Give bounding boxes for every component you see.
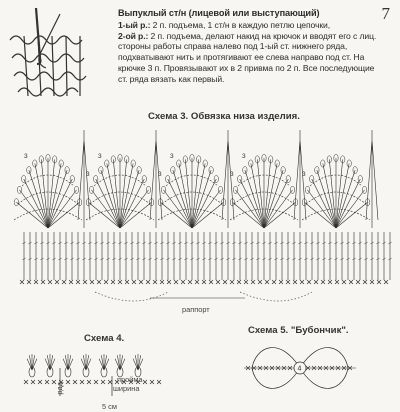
foundation-stitch bbox=[244, 280, 248, 284]
foundation-stitch bbox=[195, 280, 199, 284]
fan-stitch bbox=[323, 163, 336, 228]
fan-stitch bbox=[120, 190, 149, 228]
fan-stitch bbox=[264, 179, 288, 228]
fan-stitch bbox=[251, 163, 264, 228]
foundation-stitch bbox=[101, 380, 105, 384]
picot-loop bbox=[305, 186, 309, 193]
foundation-stitch bbox=[97, 280, 101, 284]
lattice-stitch bbox=[294, 130, 306, 228]
width-label: ширина bbox=[113, 384, 140, 393]
fan-stitch bbox=[192, 190, 221, 228]
foundation-stitch bbox=[300, 280, 304, 284]
foundation-stitch bbox=[62, 280, 66, 284]
picot-loop bbox=[275, 160, 279, 167]
foundation-stitch bbox=[69, 280, 73, 284]
foundation-stitch bbox=[153, 280, 157, 284]
fan-stitch bbox=[192, 179, 216, 228]
foundation-stitch bbox=[370, 280, 374, 284]
side-seam-label: рдд bbox=[55, 382, 64, 395]
foundation-stitch bbox=[202, 280, 206, 284]
foundation-stitch bbox=[45, 380, 49, 384]
picot-loop bbox=[94, 175, 98, 182]
foundation-stitch bbox=[38, 380, 42, 384]
picot-loop bbox=[347, 160, 351, 167]
foundation-stitch bbox=[349, 280, 353, 284]
fan-stitch bbox=[96, 179, 120, 228]
foundation-stitch bbox=[157, 380, 161, 384]
scheme4-title: Схема 4. bbox=[84, 333, 125, 344]
foundation-stitch bbox=[342, 280, 346, 284]
foundation-stitch bbox=[223, 280, 227, 284]
lattice-stitch bbox=[78, 130, 90, 228]
fan-stitch bbox=[35, 163, 48, 228]
scheme3-diagram bbox=[0, 120, 400, 310]
foundation-stitch bbox=[286, 280, 290, 284]
chain-count-label: 3 bbox=[86, 171, 90, 178]
picot-loop bbox=[321, 160, 325, 167]
chain-count-label: 3 bbox=[170, 153, 174, 160]
chain-count-label: 3 bbox=[98, 153, 102, 160]
fan-stitch bbox=[48, 190, 77, 228]
foundation-stitch bbox=[150, 380, 154, 384]
foundation-stitch bbox=[24, 380, 28, 384]
fan-stitch bbox=[312, 179, 336, 228]
picot-loop bbox=[310, 175, 314, 182]
fan-stitch bbox=[192, 163, 205, 228]
fan-stitch bbox=[179, 163, 192, 228]
foundation-stitch bbox=[230, 280, 234, 284]
foundation-stitch bbox=[87, 380, 91, 384]
fan-stitch bbox=[48, 163, 61, 228]
foundation-stitch bbox=[167, 280, 171, 284]
foundation-stitch bbox=[76, 280, 80, 284]
foundation-stitch bbox=[146, 280, 150, 284]
size-label: 5 см bbox=[102, 402, 117, 411]
page-number: 7 bbox=[381, 4, 390, 23]
foundation-stitch bbox=[20, 280, 24, 284]
foundation-stitch bbox=[118, 280, 122, 284]
foundation-stitch bbox=[90, 280, 94, 284]
bobble-count-label: 4 bbox=[297, 365, 302, 373]
picot-loop bbox=[131, 160, 135, 167]
row2-label: 2-ой р.: bbox=[118, 30, 149, 41]
foundation-stitch bbox=[94, 380, 98, 384]
fan-stitch bbox=[120, 179, 144, 228]
picot-loop bbox=[105, 160, 109, 167]
fan-stitch bbox=[120, 163, 133, 228]
picot-loop bbox=[59, 160, 63, 167]
scheme3-title: Схема 3. Обвязка низа изделия. bbox=[148, 111, 300, 122]
foundation-stitch bbox=[104, 280, 108, 284]
lattice-stitch bbox=[150, 130, 162, 228]
lattice-stitch bbox=[222, 130, 234, 228]
picot-loop bbox=[142, 175, 146, 182]
row1-text: 2 п. подъема, 1 ст/н в каждую петлю цепочки, bbox=[150, 19, 331, 30]
hook-illustration bbox=[0, 0, 112, 108]
foundation-stitch bbox=[139, 280, 143, 284]
chain-count-label: 3 bbox=[242, 153, 246, 160]
foundation-stitch bbox=[209, 280, 213, 284]
fan-stitch bbox=[168, 179, 192, 228]
row1-instruction bbox=[118, 20, 380, 31]
foundation-stitch bbox=[48, 280, 52, 284]
scheme5-diagram bbox=[240, 338, 360, 400]
chain-count-label: 3 bbox=[24, 153, 28, 160]
foundation-stitch bbox=[237, 280, 241, 284]
foundation-stitch bbox=[188, 280, 192, 284]
fan-stitch bbox=[336, 190, 365, 228]
foundation-stitch bbox=[108, 380, 112, 384]
picot-loop bbox=[238, 175, 242, 182]
picot-loop bbox=[70, 175, 74, 182]
foundation-stitch bbox=[272, 280, 276, 284]
foundation-stitch bbox=[66, 380, 70, 384]
foundation-stitch bbox=[83, 280, 87, 284]
foundation-stitch bbox=[384, 280, 388, 284]
technique-heading: Выпуклый ст/н (лицевой или выступающий) bbox=[118, 8, 320, 18]
foundation-stitch bbox=[265, 280, 269, 284]
fan-stitch bbox=[107, 163, 120, 228]
armhole-label: пройма bbox=[117, 375, 143, 384]
fan-stitch bbox=[336, 163, 349, 228]
foundation-stitch bbox=[279, 280, 283, 284]
foundation-stitch bbox=[314, 280, 318, 284]
foundation-stitch bbox=[174, 280, 178, 284]
foundation-stitch bbox=[321, 280, 325, 284]
picot-loop bbox=[22, 175, 26, 182]
picot-loop bbox=[177, 160, 181, 167]
foundation-stitch bbox=[293, 280, 297, 284]
foundation-stitch bbox=[363, 280, 367, 284]
foundation-stitch bbox=[132, 280, 136, 284]
picot-loop bbox=[166, 175, 170, 182]
foundation-stitch bbox=[160, 280, 164, 284]
foundation-stitch bbox=[258, 280, 262, 284]
fan-stitch bbox=[264, 190, 293, 228]
foundation-stitch bbox=[143, 380, 147, 384]
picot-loop bbox=[249, 160, 253, 167]
repeat-bracket bbox=[95, 292, 168, 301]
foundation-stitch bbox=[377, 280, 381, 284]
foundation-stitch bbox=[181, 280, 185, 284]
picot-loop bbox=[214, 175, 218, 182]
foundation-stitch bbox=[328, 280, 332, 284]
scheme5-title: Схема 5. "Бубончик". bbox=[248, 325, 349, 336]
picot-loop bbox=[33, 160, 37, 167]
foundation-stitch bbox=[335, 280, 339, 284]
row1-label: 1-ый р.: bbox=[118, 19, 151, 30]
foundation-stitch bbox=[125, 280, 129, 284]
technique-description bbox=[118, 8, 380, 85]
lattice-stitch bbox=[366, 130, 378, 228]
row2-text: 2 п. подъема, делают накид на крючок и вводят его с лиц. стороны работы справа налево под 1-ый ст. нижнего ряда, подхватывают нить и протягивают ее слева направо под ст. На крючке 3 п. Провязывают их в 2 привма по 2 п. Все последующие ст. ряда вязать как первый. bbox=[118, 30, 377, 84]
foundation-stitch bbox=[34, 280, 38, 284]
scheme4-diagram bbox=[20, 340, 170, 400]
foundation-stitch bbox=[216, 280, 220, 284]
fan-stitch bbox=[48, 179, 72, 228]
fan-stitch bbox=[24, 179, 48, 228]
foundation-stitch bbox=[41, 280, 45, 284]
chain-count-label: 3 bbox=[302, 171, 306, 178]
repeat-bracket bbox=[240, 292, 312, 301]
picot-loop bbox=[203, 160, 207, 167]
chain-count-label: 3 bbox=[158, 171, 162, 178]
foundation-stitch bbox=[251, 280, 255, 284]
row2-instruction bbox=[118, 31, 380, 85]
foundation-stitch bbox=[31, 380, 35, 384]
repeat-label: раппорт bbox=[182, 305, 210, 314]
fan-stitch bbox=[264, 163, 277, 228]
foundation-stitch bbox=[27, 280, 31, 284]
foundation-stitch bbox=[73, 380, 77, 384]
fan-stitch bbox=[336, 179, 360, 228]
chain-count-label: 3 bbox=[230, 171, 234, 178]
foundation-stitch bbox=[356, 280, 360, 284]
foundation-stitch bbox=[307, 280, 311, 284]
foundation-stitch bbox=[55, 280, 59, 284]
foundation-stitch bbox=[111, 280, 115, 284]
fan-stitch bbox=[240, 179, 264, 228]
foundation-stitch bbox=[80, 380, 84, 384]
